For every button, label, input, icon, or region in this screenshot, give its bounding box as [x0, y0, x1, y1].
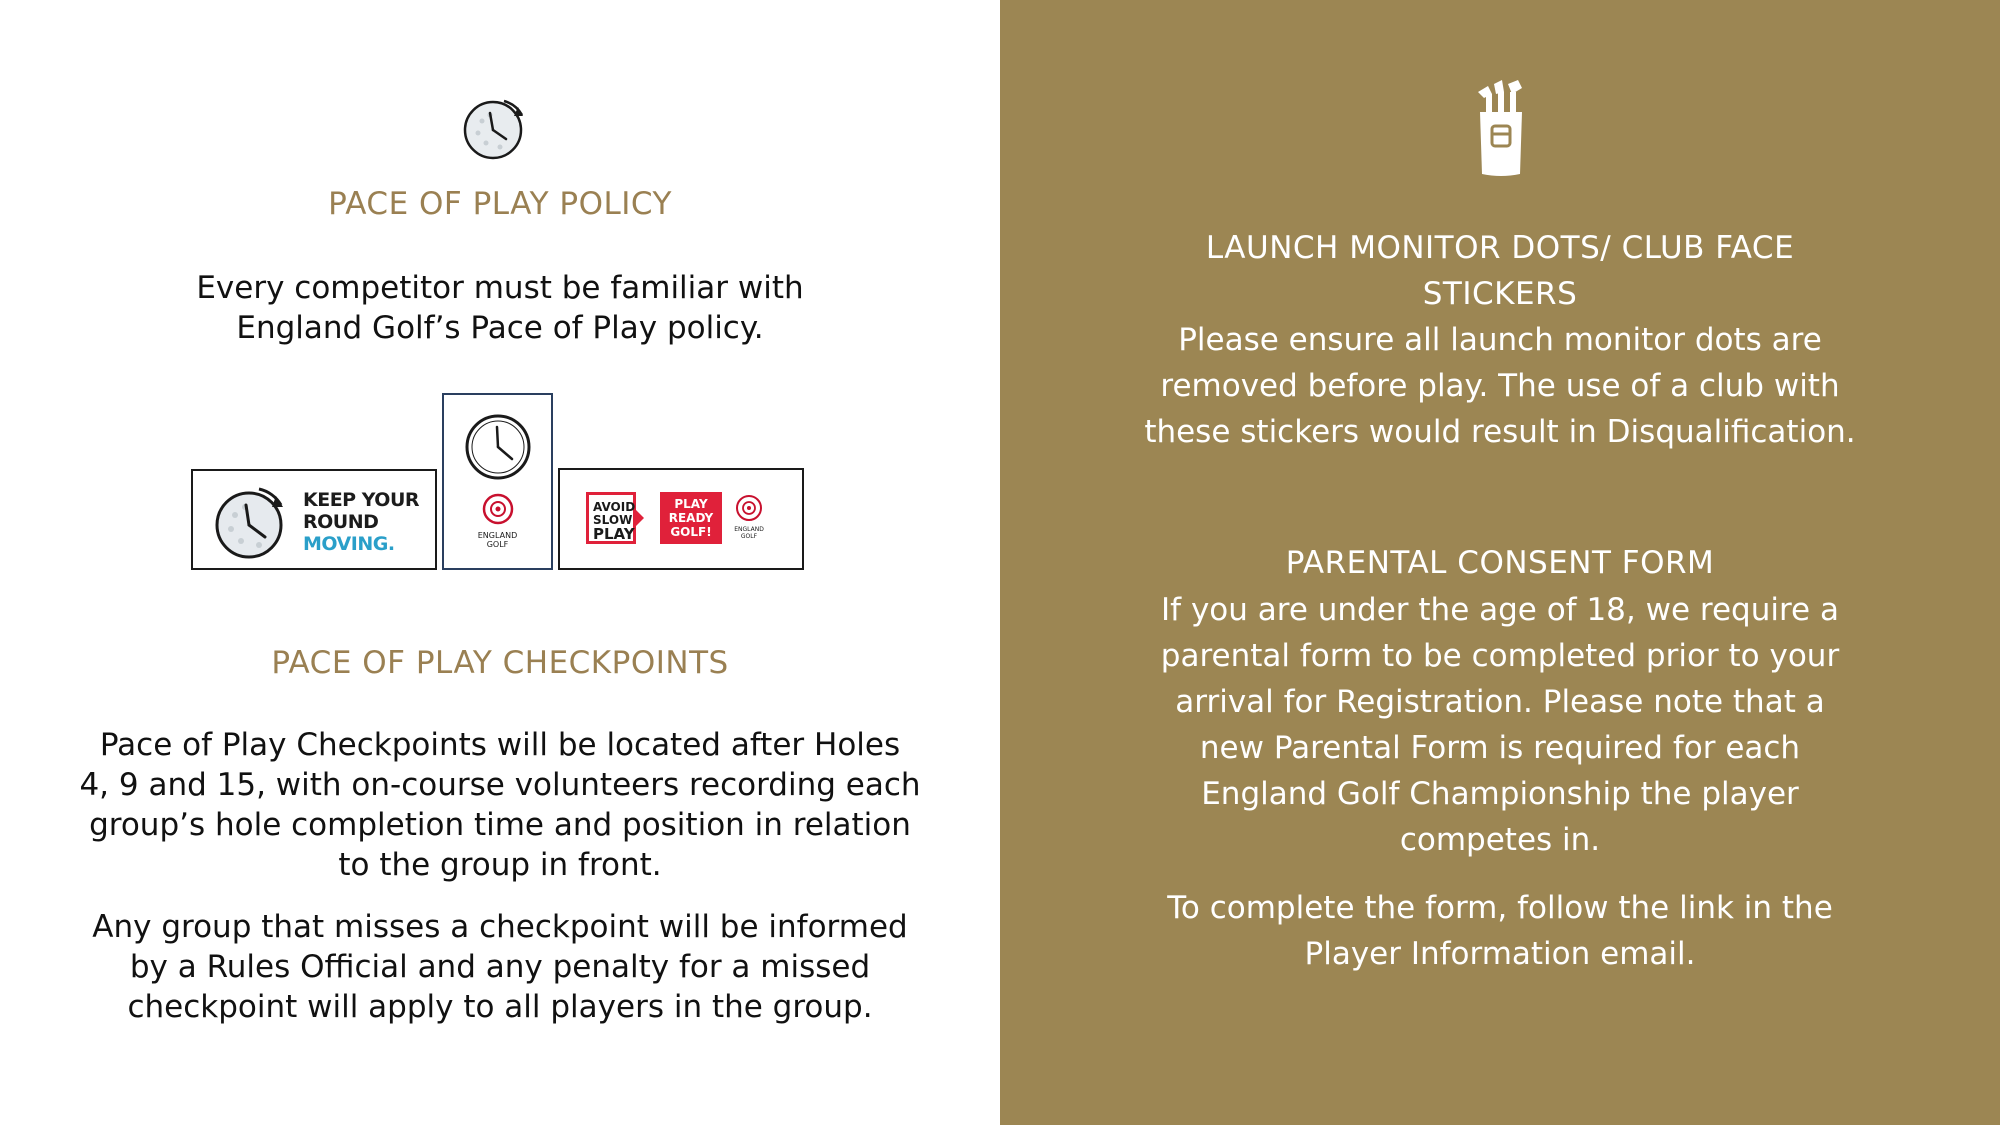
- text-line: removed before play. The use of a club with: [1160, 368, 1840, 404]
- text-line: PLAY: [593, 525, 635, 543]
- england-golf-text: [444, 531, 551, 549]
- avoid-slow-play-logo: [558, 468, 804, 570]
- text-line: ENGLAND: [734, 526, 764, 533]
- checkpoints-paragraph-2: [0, 907, 1000, 1027]
- text-line: Player Information email.: [1304, 936, 1696, 972]
- clock-ball-icon: [211, 483, 289, 561]
- text-line: 4, 9 and 15, with on-course volunteers recording each: [79, 767, 921, 803]
- text-line: competes in.: [1399, 822, 1601, 858]
- text-line: by a Rules Official and any penalty for a missed: [129, 949, 871, 985]
- pace-policy-heading: PACE OF PLAY POLICY: [328, 186, 672, 222]
- text-line: new Parental Form is required for each: [1199, 730, 1801, 766]
- complete-form-text: [1000, 885, 2000, 977]
- parental-consent-heading: PARENTAL CONSENT FORM: [1285, 545, 1715, 581]
- launch-monitor-text: [1000, 317, 2000, 455]
- text-line: STICKERS: [1422, 276, 1578, 312]
- text-line: England Golf’s Pace of Play policy.: [236, 310, 764, 346]
- text-line: READY: [668, 511, 714, 525]
- golf-bag-icon: [1470, 78, 1532, 178]
- clock-icon: [460, 93, 530, 163]
- text-line: group’s hole completion time and position in relation: [89, 807, 911, 843]
- clock-icon: [464, 413, 532, 481]
- arrow-right-icon: [636, 510, 644, 526]
- text-line: England Golf Championship the player: [1201, 776, 1799, 812]
- text-line: ENGLAND: [477, 531, 518, 540]
- text-line: PLAY: [674, 497, 708, 511]
- text-line: ROUND: [303, 511, 379, 533]
- text-line: SLOW: [593, 513, 633, 527]
- keep-round-moving-text: [303, 489, 419, 555]
- england-golf-rose-icon: [735, 494, 763, 522]
- text-line: AVOID: [593, 500, 636, 514]
- text-line: checkpoint will apply to all players in the group.: [127, 989, 873, 1025]
- england-golf-rose-icon: [482, 493, 514, 525]
- text-line: to the group in front.: [338, 847, 662, 883]
- england-golf-clock-logo: [442, 393, 553, 570]
- pace-policy-text: [0, 268, 1000, 348]
- text-line: To complete the form, follow the link in the: [1167, 890, 1833, 926]
- launch-monitor-heading: [1000, 225, 2000, 317]
- parental-consent-text: [1000, 587, 2000, 863]
- play-ready-golf-badge: [660, 492, 722, 544]
- keep-round-moving-logo: [191, 469, 437, 570]
- text-line: GOLF!: [670, 525, 712, 539]
- text-line: Please ensure all launch monitor dots are: [1178, 322, 1822, 358]
- text-line: Any group that misses a checkpoint will be informed: [92, 909, 908, 945]
- england-golf-text: [723, 526, 775, 540]
- checkpoints-paragraph-1: [0, 725, 1000, 885]
- text-line: LAUNCH MONITOR DOTS/ CLUB FACE: [1205, 230, 1795, 266]
- text-line: MOVING.: [303, 533, 395, 555]
- text-line: GOLF: [740, 533, 758, 540]
- right-panel: [1000, 0, 2000, 1125]
- text-line: Pace of Play Checkpoints will be located after Holes: [99, 727, 901, 763]
- text-line: GOLF: [486, 540, 509, 549]
- text-line: these stickers would result in Disqualification.: [1144, 414, 1856, 450]
- text-line: KEEP YOUR: [303, 489, 420, 511]
- text-line: parental form to be completed prior to your: [1160, 638, 1840, 674]
- avoid-slow-play-badge: [586, 492, 636, 544]
- text-line: arrival for Registration. Please note that a: [1175, 684, 1825, 720]
- text-line: If you are under the age of 18, we require a: [1161, 592, 1839, 628]
- text-line: Every competitor must be familiar with: [196, 270, 804, 306]
- checkpoints-heading: PACE OF PLAY CHECKPOINTS: [271, 645, 729, 681]
